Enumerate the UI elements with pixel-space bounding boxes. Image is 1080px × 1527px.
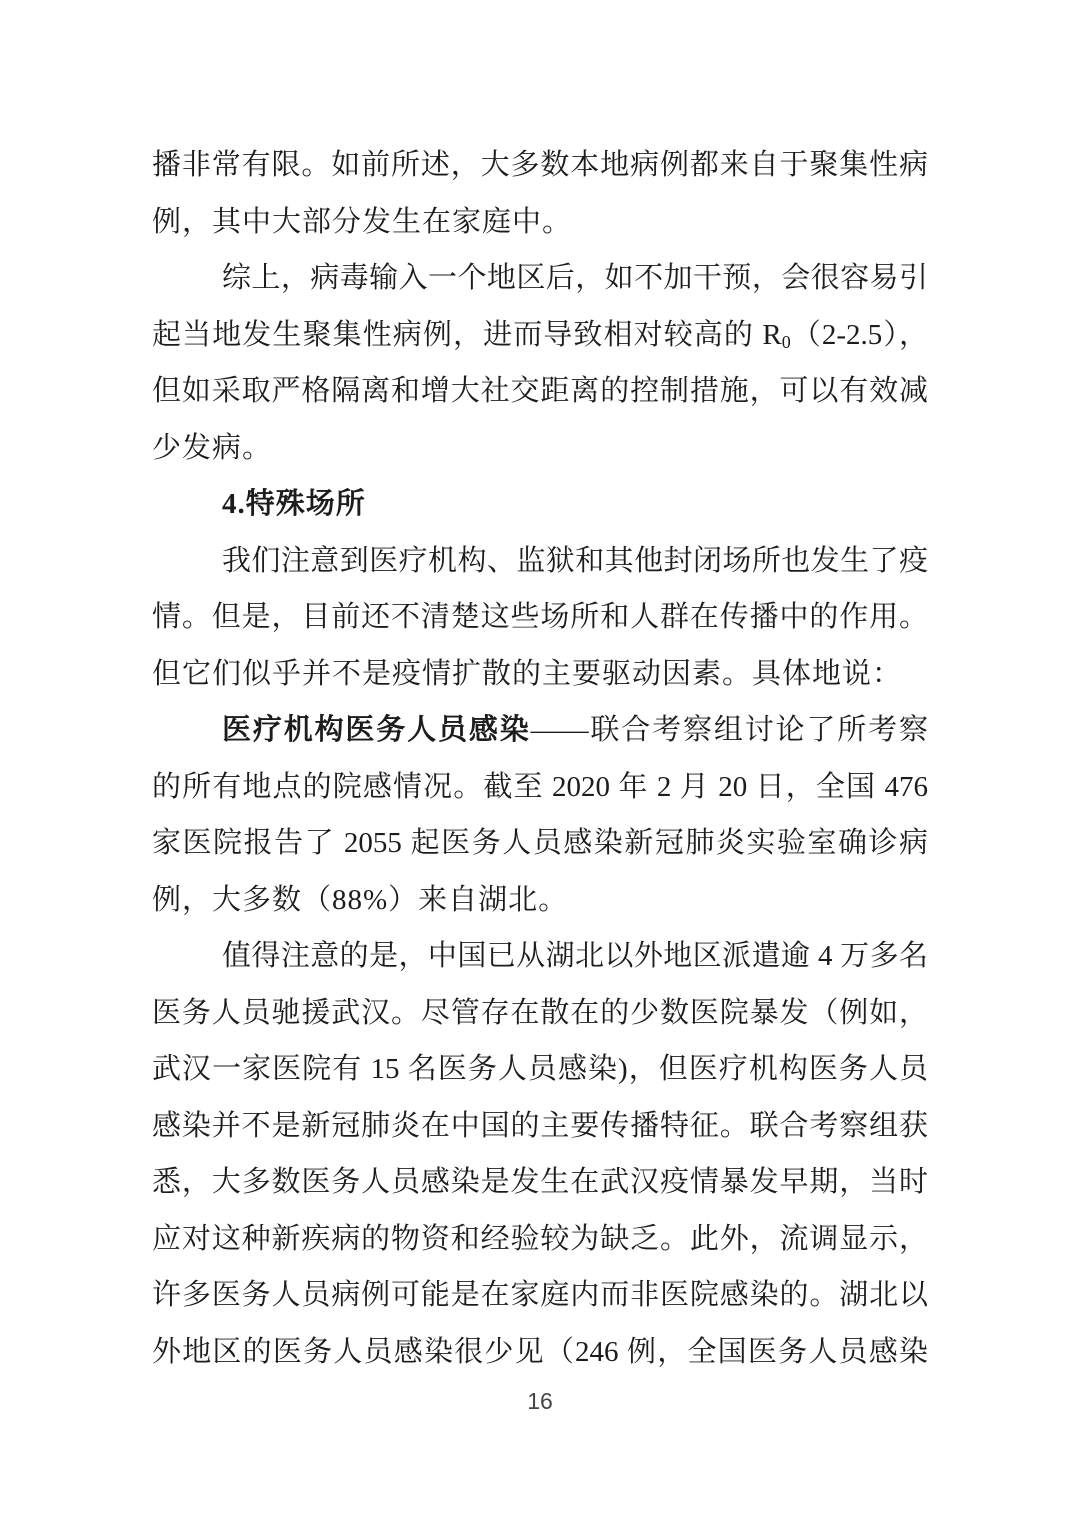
paragraph-summary-r0 [152,250,928,476]
text-line [152,815,928,872]
text-line [152,476,928,533]
body-text: 外地区的医务人员感染很少见（246 例，全国医务人员感染 [152,1335,928,1368]
body-text: 悉，大多数医务人员感染是发生在武汉疫情暴发早期，当时 [152,1166,928,1198]
subscript-text: 0 [781,331,791,352]
text-line [152,1267,928,1324]
page-number: 16 [527,1388,553,1414]
text-line [152,1098,928,1155]
bold-text: 4.特殊场所 [222,488,366,520]
text-line [152,872,928,929]
paragraph-hcw-wuhan-support [152,928,928,1380]
body-text: 感染并不是新冠肺炎在中国的主要传播特征。联合考察组获 [152,1109,928,1142]
text-line [152,533,928,590]
body-text: 但如采取严格隔离和增大社交距离的控制措施，可以有效减 [152,375,928,407]
body-text: 应对这种新疾病的物资和经验较为缺乏。此外，流调显示， [152,1222,928,1255]
text-line [152,363,928,420]
text-line [152,589,928,646]
body-text: 我们注意到医疗机构、监狱和其他封闭场所也发生了疫 [222,544,928,577]
text-line [152,250,928,307]
paragraph-local-cluster-cases [152,137,928,250]
body-text: 但它们似乎并不是疫情扩散的主要驱动因素。具体地说： [152,657,903,690]
text-line [152,928,928,985]
body-text: 例，大多数（88%）来自湖北。 [152,883,569,916]
page-text [152,137,928,1380]
body-text: 例，其中大部分发生在家庭中。 [152,205,573,238]
paragraph-hcw-infection-stats [152,702,928,928]
text-line [152,1154,928,1211]
body-text: 武汉一家医院有 15 名医务人员感染)，但医疗机构医务人员 [152,1053,928,1085]
body-text: 情。但是，目前还不清楚这些场所和人群在传播中的作用。 [152,601,928,633]
text-line [152,137,928,194]
body-text: 起当地发生聚集性病例，进而导致相对较高的 R [152,318,782,351]
paragraph-closed-settings [152,533,928,703]
body-text: 医务人员驰援武汉。尽管存在散在的少数医院暴发（例如， [152,996,928,1029]
bold-text: 医疗机构医务人员感染 [222,714,531,746]
body-text: 综上，病毒输入一个地区后，如不加干预，会很容易引 [222,262,928,294]
text-line [152,985,928,1042]
text-line [152,702,928,759]
text-line [152,1041,928,1098]
body-text: 少发病。 [152,431,273,464]
text-line [152,307,928,364]
text-line [152,646,928,703]
body-text: ——联合考察组讨论了所考察 [530,714,928,746]
text-line [152,420,928,477]
body-text: 许多医务人员病例可能是在家庭内而非医院感染的。湖北以 [152,1279,928,1311]
body-text: 播非常有限。如前所述，大多数本地病例都来自于聚集性病 [152,149,928,181]
body-text: 的所有地点的院感情况。截至 2020 年 2 月 20 日，全国 476 [152,770,928,803]
heading-special-settings [152,476,928,533]
text-line [152,194,928,251]
body-text: 值得注意的是，中国已从湖北以外地区派遣逾 4 万多名 [222,940,928,972]
text-line [152,759,928,816]
body-text: （2-2.5）， [790,318,928,351]
text-line [152,1324,928,1381]
body-text: 家医院报告了 2055 起医务人员感染新冠肺炎实验室确诊病 [152,827,928,859]
text-line [152,1211,928,1268]
